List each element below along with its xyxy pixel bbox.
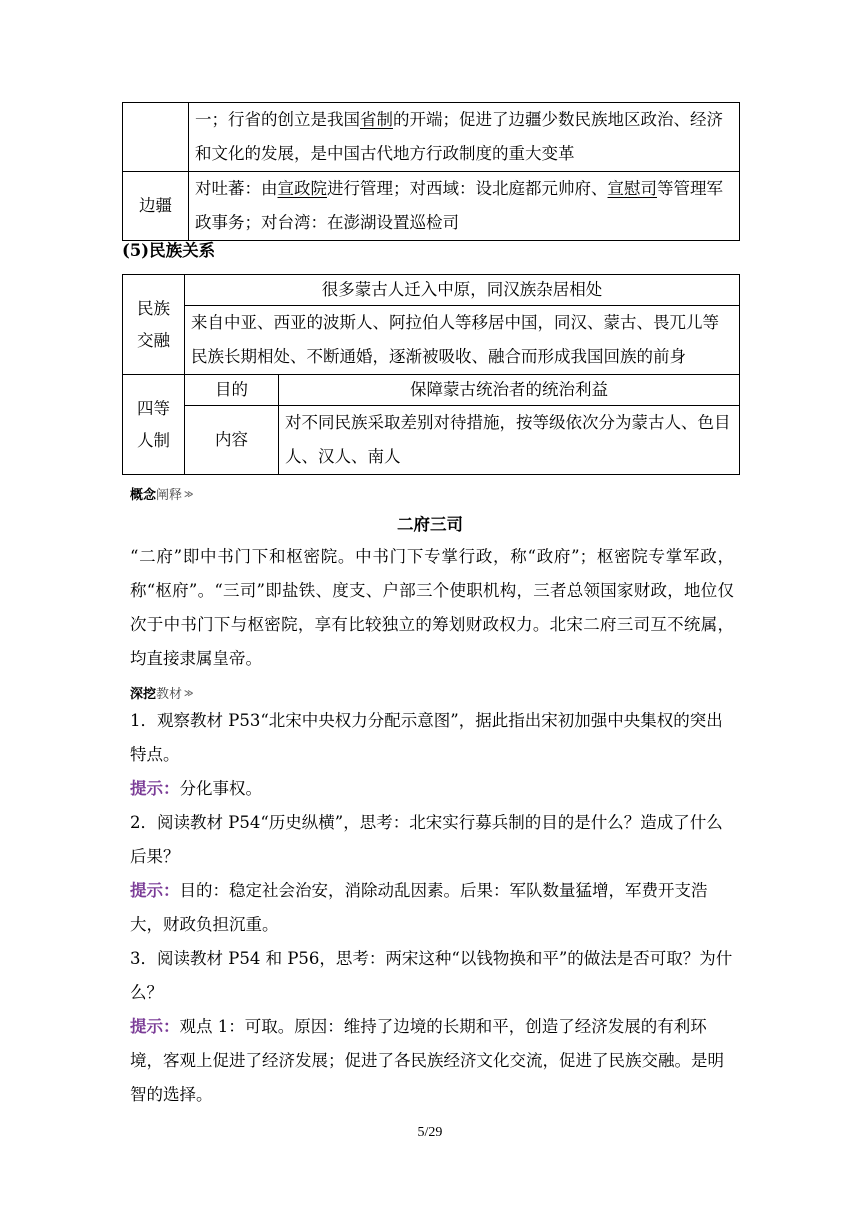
table-cell: 保障蒙古统治者的统治利益 [279,375,740,406]
chevron-down-icon: ≫ [184,490,194,500]
table-header-cell: 边疆 [123,172,189,241]
question-3: 3．阅读教材 P54 和 P56，思考：两宋这种“以钱物换和平”的做法是否可取？为什么？ [130,949,733,1002]
answer-text: 目的：稳定社会治安，消除动乱因素。后果：军队数量猛增，军费开支浩大，财政负担沉重。 [130,881,708,934]
concept-paragraph: “二府”即中书门下和枢密院。中书门下专掌行政，称“政府”；枢密院专掌军政，称“枢府”。“三司”即盐铁、度支、户部三个使职机构，三者总领国家财政，地位仅次于中书门下与枢密院，享有比较独立的筹划财政权力。北宋二府三司互不统属，均直接隶属皇帝。 [130,547,734,668]
section-title: (5)民族关系 [122,241,216,260]
admin-table [122,102,740,241]
answer-text: 分化事权。 [179,779,262,798]
concept-label-muted: 阐释 [156,488,183,503]
deep-dive-label-bold: 深挖 [130,687,157,702]
concept-label [130,484,193,503]
table-label-cell: 内容 [185,406,279,475]
table-row [123,275,740,306]
question-2: 2．阅读教材 P54“历史纵横”，思考：北宋实行募兵制的目的是什么？造成了什么后果？ [130,813,723,866]
table-row [123,375,740,406]
cell-text: 进行管理；对西域：设北庭都元帅府、 [327,179,608,198]
table-cell [189,103,740,172]
table-cell: 对不同民族采取差别对待措施，按等级依次分为蒙古人、色目人、汉人、南人 [279,406,740,475]
chevron-down-icon: ≫ [184,689,194,699]
table-cell [189,172,740,241]
hint-label: 提示： [130,779,180,798]
question-1: 1．观察教材 P53“北宋中央权力分配示意图”，据此指出宋初加强中央集权的突出特点。 [130,711,723,764]
underlined-term: 省制 [360,110,393,129]
table-header-cell [123,103,189,172]
page-number: 5/29 [417,1125,443,1140]
table-row [123,306,740,375]
concept-title: 二府三司 [397,515,463,534]
cell-text: 对吐蕃：由 [195,179,278,198]
deep-dive-label-muted: 教材 [156,687,183,702]
table-row [123,406,740,475]
hint-label: 提示： [130,881,180,900]
table-cell: 来自中亚、西亚的波斯人、阿拉伯人等移居中国，同汉、蒙古、畏兀儿等民族长期相处、不断通婚，逐渐被吸收、融合而形成我国回族的前身 [185,306,740,375]
table-label-cell: 目的 [185,375,279,406]
table-header-cell: 四等人制 [123,375,185,475]
underlined-term: 宣政院 [277,179,327,198]
cell-text: 的开端；促进了边疆少数民族地区政治、经济和文化的发展，是中国古代地方行政制度的重大变革 [195,110,723,163]
cell-text: 等管理军政事务；对台湾：在澎湖设置巡检司 [195,179,723,232]
table-row [123,103,740,172]
underlined-term: 宣慰司 [607,179,657,198]
ethnic-relations-table [122,274,740,475]
table-row [123,172,740,241]
table-cell: 很多蒙古人迁入中原，同汉族杂居相处 [185,275,740,306]
answer-1 [130,772,734,806]
concept-label-bold: 概念 [130,488,157,503]
table-header-cell: 民族交融 [123,275,185,375]
answer-3 [130,1010,734,1112]
deep-dive-label [130,683,193,702]
answer-text: 观点 1：可取。原因：维持了边境的长期和平，创造了经济发展的有利环境，客观上促进了经济发展；促进了各民族经济文化交流，促进了民族交融。是明智的选择。 [130,1017,724,1104]
cell-text: 一；行省的创立是我国 [195,110,360,129]
answer-2 [130,874,734,942]
hint-label: 提示： [130,1017,180,1036]
